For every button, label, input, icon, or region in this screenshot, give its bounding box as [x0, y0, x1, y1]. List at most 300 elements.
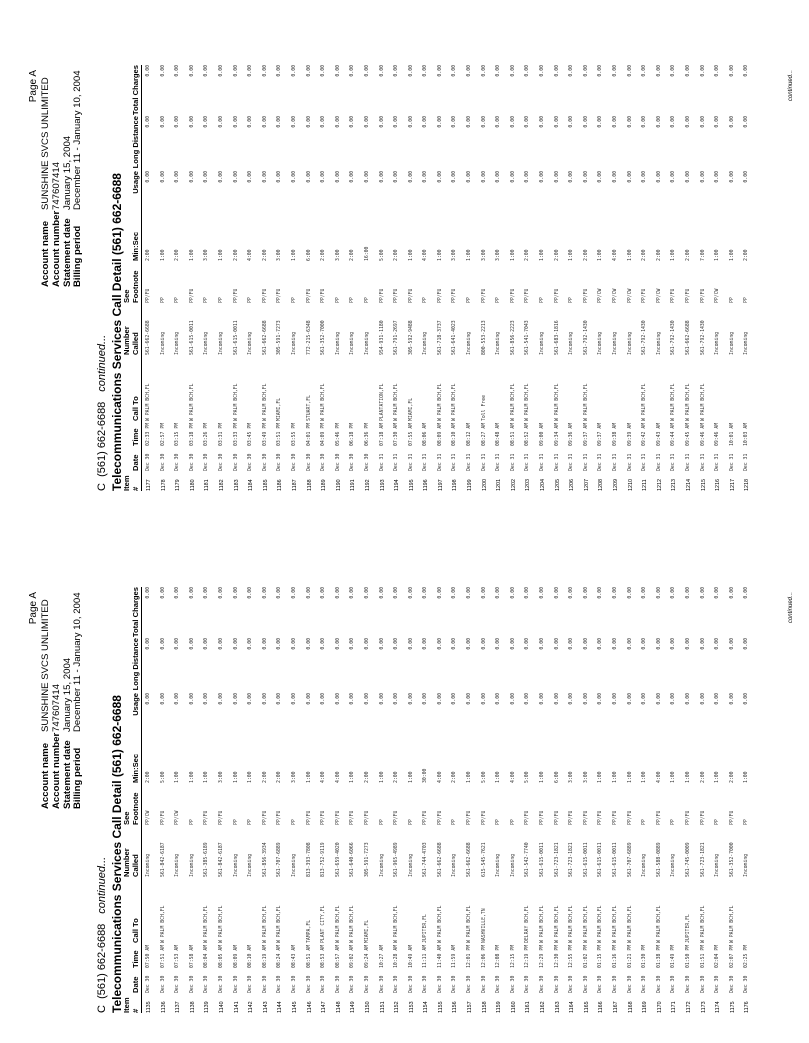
cell-min-sec: 1:00 — [715, 771, 721, 783]
cell-usage: 0.00 — [496, 171, 502, 183]
cell-usage: 0.00 — [510, 171, 516, 183]
cell-date: Dec 30 — [160, 453, 166, 471]
cell-time: 12:55 PM — [569, 944, 575, 968]
cell-date: Dec 30 — [321, 453, 327, 471]
cell-footnote: PP/FU — [394, 288, 400, 303]
cell-call-to: PLANTATION,FL — [379, 383, 385, 421]
cell-call-to — [288, 877, 303, 943]
cell-footnote: PP/FU — [364, 810, 370, 825]
cell-usage: 0.00 — [656, 693, 662, 705]
cell-long-distance: 0.00 — [627, 638, 633, 650]
cell-call-to: W PALM BCH,FL — [233, 383, 239, 421]
cell-number-called: Incoming — [598, 331, 604, 355]
cell-time: 12:06 PM — [481, 944, 487, 968]
col-header-footnote: See Footnote — [123, 261, 142, 303]
call-rows — [142, 65, 755, 491]
cell-number-called: 561-615-0011 — [583, 842, 589, 877]
cell-item: 1215 — [700, 479, 707, 491]
cell-min-sec: 3:00 — [291, 771, 297, 783]
table-row — [303, 65, 318, 491]
cell-long-distance: 0.00 — [467, 638, 473, 650]
cell-date: Dec 30 — [729, 975, 735, 993]
cell-min-sec: 2:00 — [146, 249, 151, 261]
cell-total-charges: 0.00 — [248, 587, 254, 599]
cell-date: Dec 31 — [452, 453, 458, 471]
cell-number-called: 561-662-6688 — [467, 842, 473, 877]
cell-total-charges: 0.00 — [598, 65, 604, 77]
cell-number-called: 561-723-1821 — [700, 842, 706, 877]
table-row — [288, 587, 303, 1013]
cell-min-sec: 5:00 — [481, 771, 487, 783]
cell-long-distance: 0.00 — [496, 638, 502, 650]
cell-long-distance: 0.00 — [204, 116, 210, 128]
cell-date: Dec 30 — [335, 453, 341, 471]
cell-date: Dec 30 — [540, 975, 546, 993]
cell-date: Dec 30 — [335, 975, 341, 993]
cell-call-to — [244, 877, 259, 943]
cell-date: Dec 31 — [394, 453, 400, 471]
cell-total-charges: 0.00 — [394, 65, 400, 77]
cell-call-to: PLANT CITY,FL — [321, 905, 327, 943]
cell-min-sec: 2:00 — [364, 771, 370, 783]
cell-time: 08:05 AM — [218, 944, 224, 968]
cell-number-called: 800-553-2213 — [481, 320, 487, 355]
cell-footnote: PP/CW — [175, 810, 181, 825]
billing-period-label: Billing period — [72, 747, 84, 809]
cell-min-sec: 5:00 — [160, 771, 166, 783]
cell-call-to — [346, 355, 361, 421]
cell-item: 1214 — [685, 479, 692, 491]
cell-item: 1199 — [467, 479, 474, 491]
cell-time: 03:15 PM — [175, 422, 181, 446]
cell-number-called: 561-683-1816 — [554, 320, 560, 355]
continued-heading: continued... — [96, 334, 108, 392]
cell-min-sec: 1:00 — [408, 249, 414, 261]
cell-total-charges: 0.00 — [496, 587, 502, 599]
cell-footnote: PP/FU — [452, 288, 458, 303]
cell-item: 1210 — [627, 479, 634, 491]
cell-number-called: 561-718-3737 — [437, 320, 443, 355]
cell-time: 07:51 AM — [160, 944, 166, 968]
cell-call-to — [171, 355, 186, 421]
cell-date: Dec 30 — [437, 975, 443, 993]
cell-time: 03:45 PM — [248, 422, 254, 446]
cell-usage: 0.00 — [452, 171, 458, 183]
cell-usage: 0.00 — [335, 171, 341, 183]
cell-item: 1165 — [583, 1001, 590, 1013]
cell-time: 02:33 PM — [146, 422, 151, 446]
cell-date: Dec 30 — [321, 975, 327, 993]
cell-footnote: PP — [510, 819, 516, 825]
cell-call-to: W PALM BCH,FL — [160, 905, 166, 943]
cell-usage: 0.00 — [262, 171, 268, 183]
cell-time: 07:50 AM — [146, 944, 151, 968]
cell-footnote: PP/FU — [554, 810, 560, 825]
cell-number-called: Incoming — [175, 853, 181, 877]
cell-item: 1156 — [452, 1001, 459, 1013]
cell-time: 08:09 AM — [437, 422, 443, 446]
cell-usage: 0.00 — [189, 171, 195, 183]
statement-date: January 15, 2004 — [61, 135, 73, 210]
cell-total-charges: 0.00 — [642, 587, 648, 599]
cell-footnote: PP/FU — [394, 810, 400, 825]
cell-call-to — [726, 355, 741, 421]
cell-time: 12:29 PM — [540, 944, 546, 968]
cell-usage: 0.00 — [525, 693, 531, 705]
cell-date: Dec 31 — [700, 453, 706, 471]
cell-item: 1138 — [189, 1001, 196, 1013]
cell-date: Dec 30 — [248, 453, 254, 471]
table-row — [186, 65, 201, 491]
cell-item: 1145 — [291, 1001, 298, 1013]
cell-item: 1146 — [306, 1001, 313, 1013]
cell-min-sec: 4:00 — [423, 249, 429, 261]
cell-usage: 0.00 — [554, 693, 560, 705]
cell-usage: 0.00 — [598, 693, 604, 705]
cell-date: Dec 31 — [467, 453, 473, 471]
cell-long-distance: 0.00 — [510, 116, 516, 128]
cell-usage: 0.00 — [394, 171, 400, 183]
cell-call-to: MIAMI,FL — [408, 397, 414, 421]
cell-min-sec: 3:00 — [496, 249, 502, 261]
cell-long-distance: 0.00 — [744, 116, 750, 128]
cell-long-distance: 0.00 — [554, 116, 560, 128]
cell-min-sec: 3:00 — [218, 771, 224, 783]
table-row — [244, 587, 259, 1013]
cell-min-sec: 1:00 — [496, 771, 502, 783]
cell-call-to: JUPITER,FL — [685, 914, 691, 943]
cell-long-distance: 0.00 — [364, 638, 370, 650]
cell-min-sec: 4:00 — [613, 249, 618, 261]
cell-long-distance: 0.00 — [583, 116, 589, 128]
cell-usage: 0.00 — [321, 693, 327, 705]
cell-long-distance: 0.00 — [291, 638, 297, 650]
cell-item: 1170 — [656, 1001, 663, 1013]
table-row — [448, 587, 463, 1013]
cell-min-sec: 3:00 — [452, 249, 458, 261]
cell-long-distance: 0.00 — [671, 638, 677, 650]
section-letter: C — [96, 483, 108, 491]
cell-item: 1211 — [642, 479, 649, 491]
cell-usage: 0.00 — [233, 693, 239, 705]
table-row — [697, 65, 712, 491]
statement-date-label: Statement date — [61, 218, 73, 287]
cell-min-sec: 2:00 — [685, 249, 691, 261]
table-row — [551, 587, 566, 1013]
table-row — [507, 587, 522, 1013]
call-detail-title: Telecommunications Services Call Detail (561) 662-6688 — [110, 695, 124, 1013]
cell-min-sec: 1:00 — [189, 771, 195, 783]
cell-number-called: 561-640-6066 — [350, 842, 356, 877]
table-row — [157, 587, 172, 1013]
page-label: Page A — [28, 592, 39, 625]
cell-long-distance: 0.00 — [189, 638, 195, 650]
cell-date: Dec 31 — [642, 453, 648, 471]
cell-date: Dec 31 — [671, 453, 677, 471]
cell-total-charges: 0.00 — [685, 65, 691, 77]
cell-number-called: Incoming — [233, 853, 239, 877]
cell-call-to: TAMPA,FL — [306, 919, 312, 943]
cell-long-distance: 0.00 — [248, 638, 254, 650]
cell-item: 1186 — [277, 479, 284, 491]
cell-call-to — [142, 877, 157, 943]
cell-min-sec: 1:00 — [379, 771, 385, 783]
cell-item: 1154 — [423, 1001, 430, 1013]
cell-time: 09:36 AM — [569, 422, 575, 446]
cell-item: 1188 — [306, 479, 313, 491]
cell-long-distance: 0.00 — [715, 116, 721, 128]
cell-footnote: PP — [452, 819, 458, 825]
cell-min-sec: 1:00 — [540, 249, 546, 261]
cell-call-to — [492, 877, 507, 943]
cell-min-sec: 2:00 — [233, 249, 239, 261]
cell-footnote: PP/FU — [642, 288, 648, 303]
cell-date: Dec 30 — [175, 453, 181, 471]
cell-min-sec: 7:00 — [700, 249, 706, 261]
cell-long-distance: 0.00 — [540, 638, 546, 650]
cell-number-called: 561-641-4023 — [452, 320, 458, 355]
cell-long-distance: 0.00 — [452, 116, 458, 128]
cell-date: Dec 31 — [554, 453, 560, 471]
cell-time: 02:07 PM — [729, 944, 735, 968]
cell-item: 1148 — [335, 1001, 342, 1013]
cell-min-sec: 2:00 — [175, 249, 181, 261]
cell-time: 01:16 PM — [613, 944, 618, 968]
cell-min-sec: 1:00 — [510, 249, 516, 261]
cell-usage: 0.00 — [306, 693, 312, 705]
cell-long-distance: 0.00 — [160, 638, 166, 650]
cell-number-called: Incoming — [364, 331, 370, 355]
cell-item: 1207 — [583, 479, 590, 491]
cell-date: Dec 31 — [423, 453, 429, 471]
cell-time: 08:57 AM — [335, 944, 341, 968]
table-row — [332, 65, 347, 491]
cell-long-distance: 0.00 — [467, 116, 473, 128]
section-heading — [96, 335, 108, 491]
cell-date: Dec 30 — [364, 453, 370, 471]
col-header-number-called: Number Called — [123, 825, 142, 877]
cell-min-sec: 1:00 — [291, 249, 297, 261]
cell-time: 03:55 PM — [291, 422, 297, 446]
cell-total-charges: 0.00 — [379, 65, 385, 77]
cell-total-charges: 0.00 — [685, 587, 691, 599]
cell-footnote: PP — [671, 819, 677, 825]
cell-time: 09:02 AM — [350, 944, 356, 968]
cell-item: 1212 — [656, 479, 663, 491]
cell-usage: 0.00 — [569, 171, 575, 183]
cell-long-distance: 0.00 — [218, 638, 224, 650]
cell-usage: 0.00 — [671, 693, 677, 705]
cell-number-called: 561-662-6688 — [685, 320, 691, 355]
cell-date: Dec 31 — [496, 453, 502, 471]
cell-item: 1173 — [700, 1001, 707, 1013]
cell-usage: 0.00 — [248, 693, 254, 705]
cell-usage: 0.00 — [744, 171, 750, 183]
table-row — [580, 587, 595, 1013]
cell-total-charges: 0.00 — [467, 587, 473, 599]
cell-item: 1192 — [364, 479, 371, 491]
cell-number-called: Incoming — [540, 331, 546, 355]
table-row — [346, 587, 361, 1013]
cell-long-distance: 0.00 — [321, 638, 327, 650]
cell-time: 11:40 AM — [437, 944, 443, 968]
cell-number-called: Incoming — [715, 331, 721, 355]
cell-call-to — [594, 355, 609, 421]
cell-min-sec: 1:00 — [467, 249, 473, 261]
cell-number-called: 561-542-7740 — [525, 842, 531, 877]
cell-min-sec: 3:00 — [335, 249, 341, 261]
cell-time: 09:42 AM — [642, 422, 648, 446]
cell-item: 1177 — [146, 479, 152, 491]
cell-time: 09:44 AM — [671, 422, 677, 446]
cell-time: 07:58 AM — [189, 944, 195, 968]
cell-min-sec: 4:00 — [656, 771, 662, 783]
cell-footnote: PP/FU — [350, 810, 356, 825]
cell-time: 04:01 PM — [306, 422, 312, 446]
cell-number-called: 561-588-0889 — [656, 842, 662, 877]
cell-time: 06:36 PM — [364, 422, 370, 446]
table-row — [653, 65, 668, 491]
account-info — [41, 70, 84, 287]
cell-number-called: 954-931-1180 — [379, 320, 385, 355]
cell-min-sec: 1:00 — [350, 771, 356, 783]
col-header-time: Time — [123, 421, 142, 446]
cell-long-distance: 0.00 — [613, 116, 618, 128]
cell-min-sec: 3:00 — [204, 249, 210, 261]
cell-date: Dec 30 — [146, 453, 151, 471]
cell-min-sec: 5:00 — [525, 771, 531, 783]
cell-footnote: PP/FU — [481, 288, 487, 303]
cell-total-charges: 0.00 — [160, 65, 166, 77]
cell-long-distance: 0.00 — [437, 116, 443, 128]
cell-total-charges: 0.00 — [525, 587, 531, 599]
cell-number-called: Incoming — [175, 331, 181, 355]
cell-time: 01:30 PM — [642, 944, 648, 968]
cell-min-sec: 30:00 — [423, 768, 429, 783]
cell-time: 08:24 AM — [277, 944, 283, 968]
table-row — [536, 65, 551, 491]
col-header-call-to: Call To — [123, 355, 142, 421]
cell-number-called: Incoming — [379, 853, 385, 877]
cell-footnote: PP/FU — [262, 810, 268, 825]
cell-min-sec: 4:00 — [248, 249, 254, 261]
statement-page-left — [0, 522, 809, 1043]
table-row — [697, 587, 712, 1013]
cell-number-called: 561-707-6889 — [277, 842, 283, 877]
cell-date: Dec 31 — [481, 453, 487, 471]
cell-item: 1190 — [335, 479, 342, 491]
cell-call-to: W PALM BCH,FL — [642, 383, 648, 421]
table-row — [682, 65, 697, 491]
cell-usage: 0.00 — [277, 171, 283, 183]
cell-min-sec: 2:00 — [262, 249, 268, 261]
table-row — [361, 587, 376, 1013]
cell-footnote: PP/FU — [671, 288, 677, 303]
table-row — [317, 587, 332, 1013]
cell-time: 01:21 PM — [627, 944, 633, 968]
cell-date: Dec 30 — [306, 975, 312, 993]
cell-number-called: 561-707-6889 — [627, 842, 633, 877]
cell-footnote: PP/FU — [700, 288, 706, 303]
cell-time: 12:08 PM — [496, 944, 502, 968]
cell-footnote: PP — [379, 819, 385, 825]
cell-call-to — [711, 355, 726, 421]
cell-long-distance: 0.00 — [481, 116, 487, 128]
cell-usage: 0.00 — [364, 171, 370, 183]
cell-total-charges: 0.00 — [262, 587, 268, 599]
cell-long-distance: 0.00 — [569, 638, 575, 650]
table-row — [303, 587, 318, 1013]
cell-date: Dec 30 — [218, 975, 224, 993]
cell-time: 08:51 AM — [510, 422, 516, 446]
cell-date: Dec 30 — [204, 975, 210, 993]
cell-total-charges: 0.00 — [656, 65, 662, 77]
cell-total-charges: 0.00 — [189, 587, 195, 599]
table-row — [288, 65, 303, 491]
table-row — [419, 65, 434, 491]
cell-item: 1193 — [379, 479, 386, 491]
cell-call-to — [536, 355, 551, 421]
cell-call-to: W PALM BCH,FL — [452, 383, 458, 421]
cell-number-called: 561-615-0011 — [598, 842, 604, 877]
cell-time: 02:57 PM — [160, 422, 166, 446]
cell-date: Dec 30 — [481, 975, 487, 993]
cell-call-to: W PALM BCH,FL — [554, 383, 560, 421]
cell-min-sec: 2:00 — [642, 249, 648, 261]
table-row — [740, 65, 755, 491]
cell-date: Dec 30 — [306, 453, 312, 471]
col-header-long-distance: Long Distance — [123, 638, 142, 693]
cell-call-to: W PALM BCH,FL — [218, 905, 224, 943]
cell-date: Dec 30 — [189, 975, 195, 993]
cell-time: 05:46 PM — [335, 422, 341, 446]
table-row — [478, 587, 493, 1013]
cell-time: 10:01 AM — [729, 422, 735, 446]
cell-item: 1206 — [569, 479, 576, 491]
cell-number-called: Incoming — [467, 331, 473, 355]
cell-usage: 0.00 — [700, 693, 706, 705]
cell-footnote: PP/FU — [321, 810, 327, 825]
cell-usage: 0.00 — [423, 693, 429, 705]
cell-number-called: 561-856-2223 — [510, 320, 516, 355]
cell-long-distance: 0.00 — [685, 638, 691, 650]
col-header-total-charges: Total Charges — [123, 587, 142, 638]
cell-min-sec: 1:00 — [598, 771, 604, 783]
cell-footnote: PP/FU — [233, 288, 239, 303]
cell-min-sec: 1:00 — [540, 771, 546, 783]
cell-item: 1150 — [364, 1001, 371, 1013]
cell-time: 01:38 PM — [656, 944, 662, 968]
cell-total-charges: 0.00 — [146, 65, 151, 77]
cell-number-called: 305-591-7273 — [277, 320, 283, 355]
cell-item: 1180 — [189, 479, 196, 491]
cell-min-sec: 1:00 — [715, 249, 721, 261]
table-row — [142, 65, 157, 491]
cell-footnote: PP/FU — [685, 810, 691, 825]
cell-total-charges: 0.00 — [510, 65, 516, 77]
cell-time: 11:11 AM — [423, 944, 429, 968]
cell-call-to — [244, 355, 259, 421]
cell-long-distance: 0.00 — [306, 116, 312, 128]
cell-item: 1176 — [744, 1001, 751, 1013]
cell-long-distance: 0.00 — [262, 116, 268, 128]
cell-call-to: W PALM BCH,FL — [467, 905, 473, 943]
cell-item: 1153 — [408, 1001, 415, 1013]
continued-footer: continued... — [788, 70, 794, 102]
cell-usage: 0.00 — [540, 171, 546, 183]
cell-call-to: STUART,FL — [306, 395, 312, 421]
cell-number-called: Incoming — [204, 331, 210, 355]
